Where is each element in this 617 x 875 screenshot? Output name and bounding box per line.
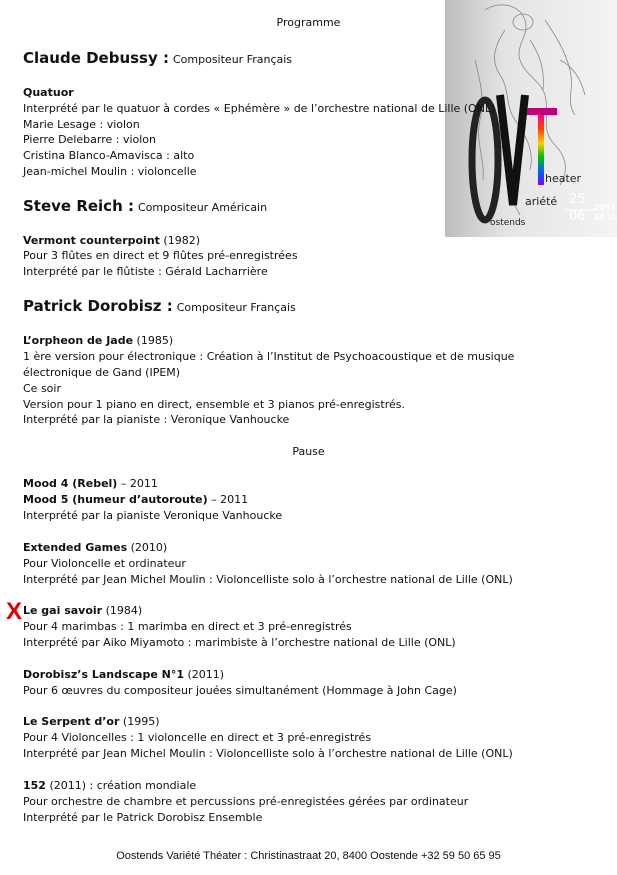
composer-name: Patrick Dorobisz :	[23, 297, 173, 315]
work-title-mood4: Mood 4 (Rebel) – 2011	[23, 477, 158, 490]
work-detail: Pour orchestre de chambre et percussions pré-enregistées gérées par ordinateur	[23, 795, 469, 808]
work-detail: Interprété par la pianiste Veronique Vanhoucke	[23, 509, 283, 522]
work-title-landscape: Dorobisz’s Landscape N°1 (2011)	[23, 668, 225, 681]
logo-word-theater: heater	[545, 172, 582, 185]
work-detail: Pour 4 Violoncelles : 1 violoncelle en direct et 3 pré-enregistrés	[23, 731, 372, 744]
composer-role: Compositeur Français	[172, 53, 293, 66]
logo-month: 06	[569, 209, 586, 224]
logo-day: 25	[569, 192, 586, 207]
composer-heading-dorobisz	[23, 299, 296, 315]
work-detail: électronique de Gand (IPEM)	[23, 366, 181, 379]
work-detail: Interprété par le Patrick Dorobisz Ensemble	[23, 811, 263, 824]
composer-role: Compositeur Américain	[137, 201, 268, 214]
work-title-152: 152 (2011) : création mondiale	[23, 779, 197, 792]
page-title: Programme	[276, 16, 341, 29]
logo-year: 2011	[594, 203, 617, 212]
composer-name: Steve Reich :	[23, 197, 134, 215]
work-detail: Interprété par Jean Michel Moulin : Violoncelliste solo à l’orchestre national de Lille (ONL)	[23, 747, 513, 760]
work-detail: Pour 4 marimbas : 1 marimba en direct et 3 pré-enregistrés	[23, 620, 352, 633]
work-title-vermont: Vermont counterpoint (1982)	[23, 234, 200, 247]
work-detail: Pour 3 flûtes en direct et 9 flûtes pré-enregistrées	[23, 249, 298, 262]
work-detail: Jean-michel Moulin : violoncelle	[23, 165, 197, 178]
work-detail: Interprété par Aiko Miyamoto : marimbiste à l’orchestre national de Lille (ONL)	[23, 636, 456, 649]
composer-role: Compositeur Français	[176, 301, 296, 314]
logo-word-variete: ariété	[525, 195, 558, 208]
work-detail: Pierre Delebarre : violon	[23, 133, 157, 146]
work-detail: Cristina Blanco-Amavisca : alto	[23, 149, 195, 162]
work-title-serpent: Le Serpent d’or (1995)	[23, 715, 160, 728]
work-detail: Marie Lesage : violon	[23, 118, 140, 131]
work-detail: Ce soir	[23, 382, 61, 395]
work-title-orpheon: L’orpheon de Jade (1985)	[23, 334, 174, 347]
logo-hour: 20 U.	[594, 213, 617, 222]
work-detail: Version pour 1 piano en direct, ensemble et 3 pianos pré-enregistrés.	[23, 398, 405, 411]
work-detail: Interprété par Jean Michel Moulin : Violoncelliste solo à l’orchestre national de Lille (ONL)	[23, 573, 513, 586]
work-detail: Interprété par le flûtiste : Gérald Lacharrière	[23, 265, 268, 278]
work-title-mood5: Mood 5 (humeur d’autoroute) – 2011	[23, 493, 249, 506]
theater-logo	[445, 0, 617, 237]
work-detail: Interprété par le quatuor à cordes « Ephémère » de l’orchestre national de Lille (ONL)	[23, 102, 496, 115]
work-detail: Interprété par la pianiste : Veronique Vanhoucke	[23, 413, 290, 426]
cancelled-mark: X	[6, 598, 23, 625]
composer-heading-debussy	[23, 51, 292, 67]
pause-label: Pause	[292, 445, 325, 458]
work-detail: 1 ère version pour électronique : Création à l’Institut de Psychoacoustique et de musique	[23, 350, 515, 363]
logo-word-ostends: ostends	[490, 218, 526, 228]
footer-address: Oostends Variété Théater : Christinastraat 20, 8400 Oostende +32 59 50 65 95	[116, 850, 501, 862]
work-title-extended-games: Extended Games (2010)	[23, 541, 168, 554]
composer-name: Claude Debussy :	[23, 49, 169, 67]
work-detail: Pour 6 œuvres du compositeur jouées simultanément (Hommage à John Cage)	[23, 684, 457, 697]
work-title-quatuor: Quatuor	[23, 86, 74, 99]
work-title-gai-savoir: Le gai savoir (1984)	[23, 604, 143, 617]
work-detail: Pour Violoncelle et ordinateur	[23, 557, 186, 570]
composer-heading-reich	[23, 199, 267, 215]
